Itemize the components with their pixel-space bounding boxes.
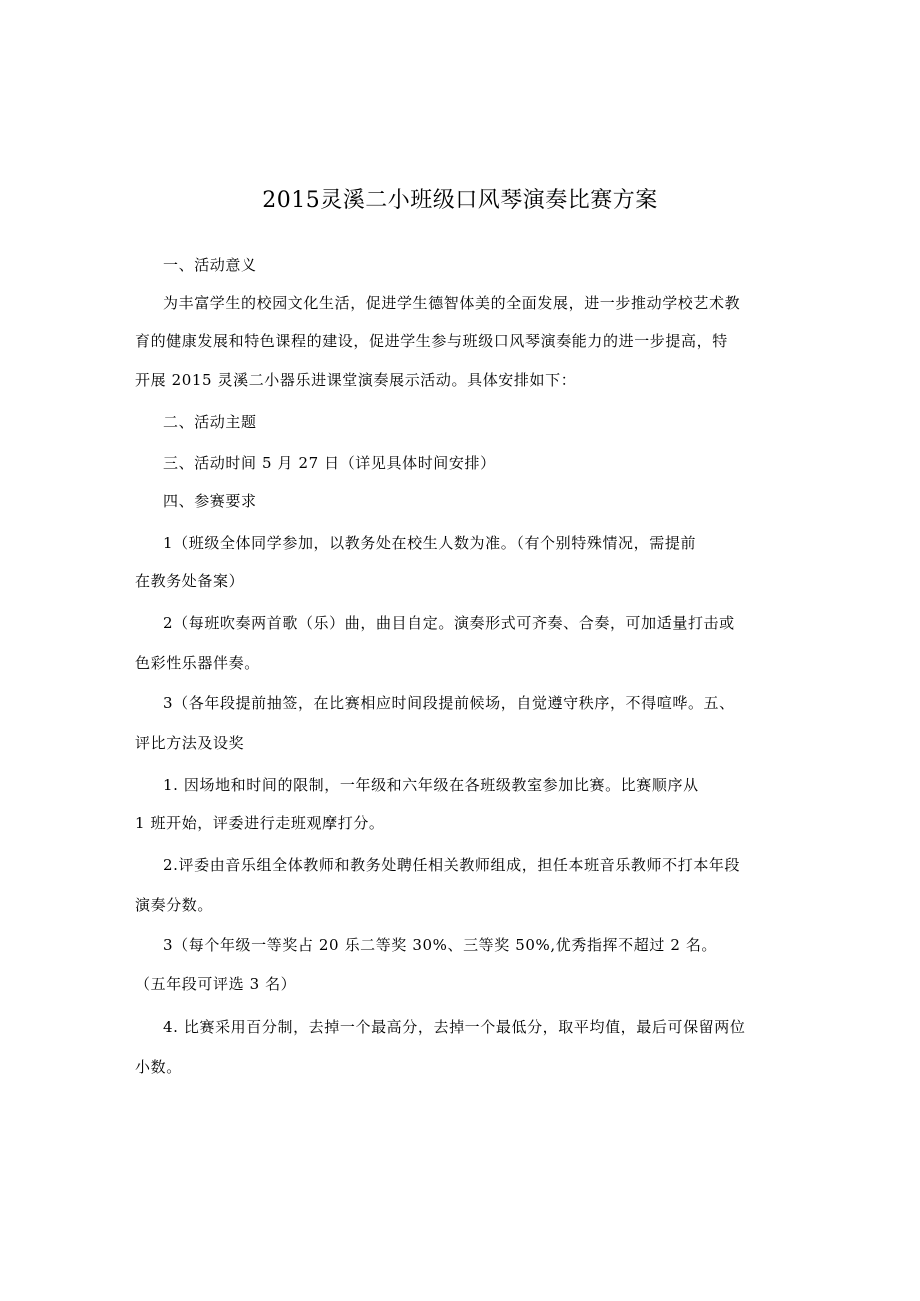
section-heading-significance: 一、活动意义 xyxy=(163,256,257,274)
list-item-line: 1（班级全体同学参加，以教务处在校生人数为准。（有个别特殊情况，需提前 xyxy=(163,534,697,552)
paragraph-line: 为丰富学生的校园文化生活，促进学生德智体美的全面发展，进一步推动学校艺术教 xyxy=(163,294,741,312)
section-heading-theme: 二、活动主题 xyxy=(163,413,257,431)
list-item-line: 1 班开始，评委进行走班观摩打分。 xyxy=(135,814,385,832)
list-item-line: 在教务处备案） xyxy=(135,572,245,590)
list-item-line: 3（每个年级一等奖占 20 乐二等奖 30%、三等奖 50%,优秀指挥不超过 2 名。 xyxy=(163,936,718,954)
paragraph-line: 开展 2015 灵溪二小器乐进课堂演奏展示活动。具体安排如下： xyxy=(135,371,577,389)
list-item-line: 小数。 xyxy=(135,1058,182,1076)
list-item-line: 2.评委由音乐组全体教师和教务处聘任相关教师组成，担任本班音乐教师不打本年段 xyxy=(163,856,741,874)
section-heading-judging: 评比方法及设奖 xyxy=(135,734,245,752)
section-heading-requirements: 四、参赛要求 xyxy=(163,492,257,510)
paragraph-line: 育的健康发展和特色课程的建设，促进学生参与班级口风琴演奏能力的进一步提高，特 xyxy=(135,332,728,350)
list-item-line: 2（每班吹奏两首歌（乐）曲，曲目自定。演奏形式可齐奏、合奏，可加适量打击或 xyxy=(163,614,735,632)
list-item-line: 3（各年段提前抽签，在比赛相应时间段提前候场，自觉遵守秩序，不得喧哗。五、 xyxy=(163,694,735,712)
section-heading-time: 三、活动时间 5 月 27 日（详见具体时间安排） xyxy=(163,454,496,472)
list-item-line: （五年段可评选 3 名） xyxy=(135,975,297,993)
list-item-line: 演奏分数。 xyxy=(135,896,214,914)
list-item-line: 1. 因场地和时间的限制，一年级和六年级在各班级教室参加比赛。比赛顺序从 xyxy=(163,776,699,794)
document-title: 2015灵溪二小班级口风琴演奏比赛方案 xyxy=(262,188,658,213)
list-item-line: 色彩性乐器伴奏。 xyxy=(135,654,260,672)
list-item-line: 4. 比赛采用百分制，去掉一个最高分，去掉一个最低分，取平均值，最后可保留两位 xyxy=(163,1018,746,1036)
